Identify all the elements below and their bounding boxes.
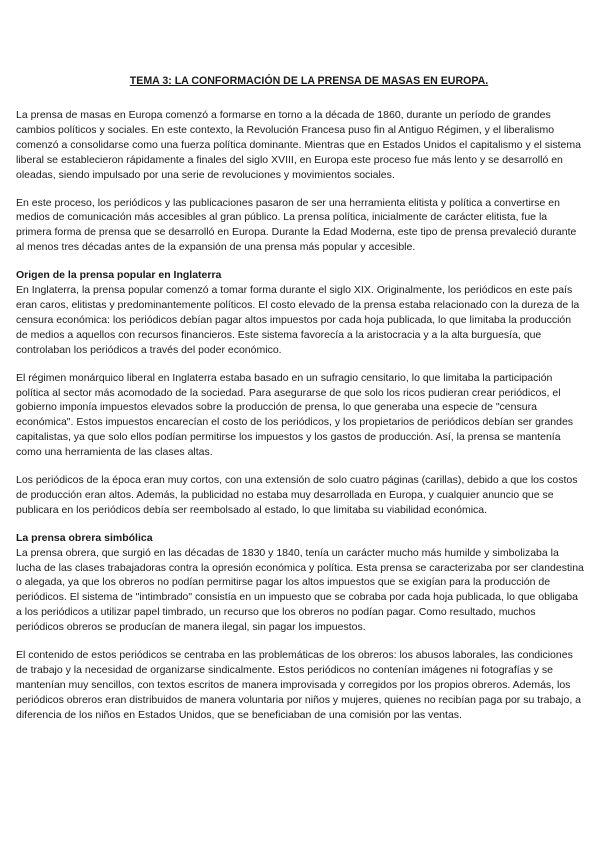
section2-paragraph-2: El contenido de estos periódicos se centraba en las problemáticas de los obreros: los abusos laborales, las condiciones de trabajo y la necesidad de organizarse sindicalmente. Estos periódicos no contenían imágenes ni fotografías y se mantenían muy sencillos, con textos escritos de manera improvisada y corregidos por los propios obreros. Además, los periódicos obreros eran distribuidos de manera voluntaria por niños y mujeres, quienes no recibían paga por su trabajo, a diferencia de los niños en Estados Unidos, que se beneficiaban de una comisión por las ventas. (16, 649, 581, 721)
section-heading-origen: Origen de la prensa popular en Inglaterra (16, 269, 222, 282)
page-title: TEMA 3: LA CONFORMACIÓN DE LA PRENSA DE MASAS EN EUROPA. (129, 75, 489, 87)
section1-paragraph-1: En Inglaterra, la prensa popular comenzó a tomar forma durante el siglo XIX. Originalmente, los periódicos en este país eran caros, elitistas y predominantemente políticos. El costo elevado de la prensa estaba relacionado con la dureza de la censura económica: los periódicos debían pagar altos impuestos por cada hoja publicada, lo que limitaba la producción de medios a aquellos con recursos financieros. Este sistema favorecía a la aristocracia y a la alta burguesía, que controlaban los periódicos a través del poder económico. (16, 284, 580, 356)
intro-paragraph-2: En este proceso, los periódicos y las publicaciones pasaron de ser una herramienta elitista y política a convertirse en medios de comunicación más accesibles al gran público. La prensa política, inicialmente de carácter elitista, fue la primera forma de prensa que se desarrolló en Europa. Durante la Edad Moderna, este tipo de prensa prevaleció durante al menos tres décadas antes de la expansión de una prensa más popular y accesible. (16, 196, 577, 254)
intro-paragraph-1: La prensa de masas en Europa comenzó a formarse en torno a la década de 1860, durante un período de grandes cambios políticos y sociales. En este contexto, la Revolución Francesa puso fin al Antiguo Régimen, y el liberalismo comenzó a consolidarse como una fuerza política dominante. Mientras que en Estados Unidos el capitalismo y el sistema liberal se establecieron rápidamente a finales del siglo XVIII, en Europa este proceso fue más lento y se desarrolló en oleadas, siendo impulsado por una serie de revoluciones y movimientos sociales. (16, 109, 581, 181)
section1-paragraph-3: Los periódicos de la época eran muy cortos, con una extensión de solo cuatro páginas (carillas), debido a que los costos de producción eran altos. Además, la publicidad no estaba muy desarrollada en Europa, y cualquier anuncio que se publicara en los periódicos debía ser reembolsado al estado, lo que limitaba su viabilidad económica. (16, 474, 578, 516)
section2-paragraph-1: La prensa obrera, que surgió en las décadas de 1830 y 1840, tenía un carácter mucho más humilde y simbolizaba la lucha de las clases trabajadoras contra la opresión económica y política. Esta prensa se caracterizaba por ser clandestina o alegada, ya que los obreros no podían permitirse pagar los altos impuestos que se exigían para la producción de periódicos. El sistema de "intimbrado" consistía en un impuesto que se cobraba por cada hoja publicada, lo que obligaba a los periódicos a utilizar papel timbrado, un recurso que los obreros no podían pagar. Como resultado, muchos periódicos obreros se producían de manera ilegal, sin pagar los impuestos. (16, 546, 584, 634)
section1-paragraph-2: El régimen monárquico liberal en Inglaterra estaba basado en un sufragio censitario, lo que limitaba la participación política al sector más acomodado de la sociedad. Para asegurarse de que solo los ricos pudieran crear periódicos, el gobierno imponía impuestos elevados sobre la producción de prensa, lo que generaba una especie de "censura económica". Estos impuestos encarecían el costo de los periódicos, y los propietarios de periódicos debían ser grandes capitalistas, ya que solo ellos podían permitirse los impuestos y los gastos de producción. Así, la prensa se mantenía como una herramienta de las clases altas. (16, 371, 574, 459)
section-heading-prensa-obrera: La prensa obrera simbólica (16, 531, 153, 544)
